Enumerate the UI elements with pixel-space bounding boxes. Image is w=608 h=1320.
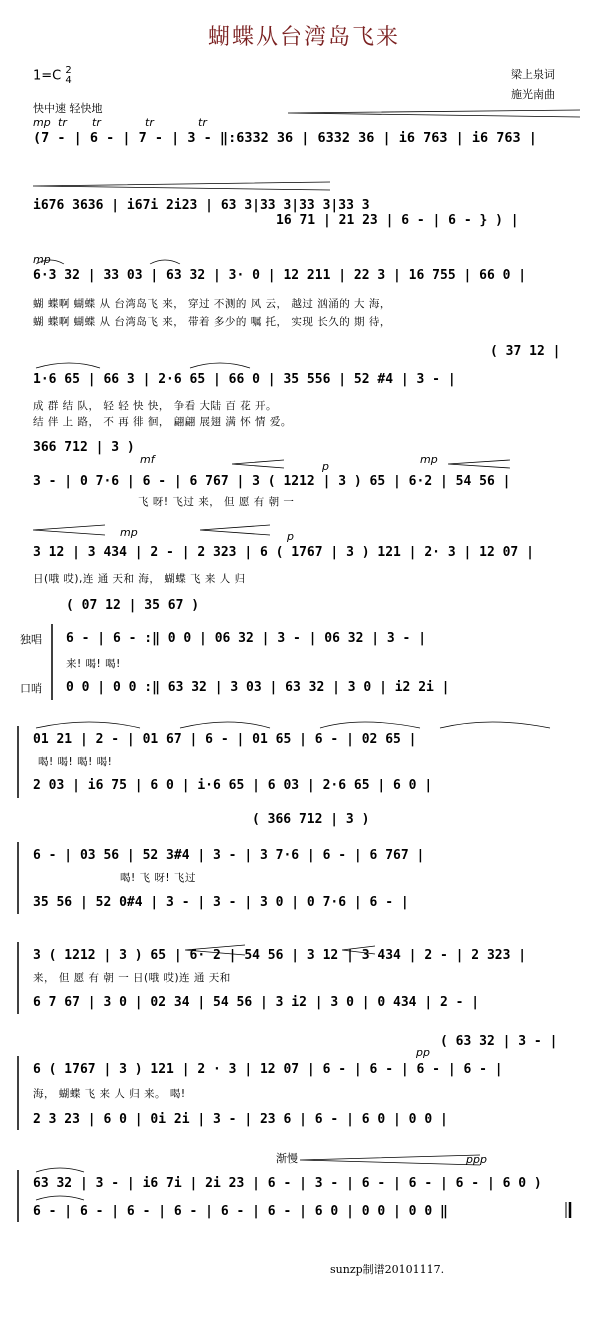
dynamic-p-2: p: [287, 530, 294, 543]
time-sig-bottom: 4: [65, 75, 72, 86]
hairpin-3: [232, 460, 284, 468]
system-2-notes: i676 3636 | i67i 2i23 | 63 3|33 3|33 3|33 3: [33, 198, 370, 213]
system-10-notes: 3 ( 1212 | 3 ) 65 | 6· 2 | 54 56 | 3 12 | 3 434 | 2 - | 2 323 |: [33, 948, 527, 963]
transcriber-credit: sunzp制谱20101117.: [330, 1263, 445, 1276]
system-5-lyrics-1: 飞 呀! 飞过 来， 但 愿 有 朝 一: [138, 496, 295, 508]
system-6-lyrics-1: 日(哦 哎),连 通 天和 海， 蝴蝶 飞 来 人 归: [33, 573, 246, 585]
system-12-notes-whistle: 6 - | 6 - | 6 - | 6 - | 6 - | 6 - | 6 0 | 0 0 | 0 0 ‖: [33, 1204, 448, 1219]
system-10-lyrics-1: 来， 但 愿 有 朝 一 日(哦 哎)连 通 天和: [33, 972, 231, 984]
key-text: 1=C: [33, 68, 62, 84]
system-5-notes: 3 - | 0 7·6 | 6 - | 6 767 | 3 ( 1212 | 3 ) 65 | 6·2 | 54 56 |: [33, 474, 511, 489]
ritardando-text: 渐慢: [276, 1152, 298, 1165]
system-8-notes-whistle: 2 03 | i6 75 | 6 0 | i·6 65 | 6 03 | 2·6 65 | 6 0 |: [33, 778, 433, 793]
lyricist: 梁上泉词: [511, 68, 555, 81]
dynamic-mp-1: mp: [33, 116, 51, 129]
system-11-pre: ( 63 32 | 3 - |: [440, 1034, 558, 1049]
dynamic-mp-3: mp: [420, 453, 438, 466]
system-7-lyrics-1: 来! 喝! 喝!: [66, 658, 121, 670]
trill-4: tr: [198, 116, 207, 129]
hairpin-4: [448, 460, 510, 468]
solo-label: 独唱: [20, 633, 42, 646]
system-7-notes-whistle: 0 0 | 0 0 :‖ 63 32 | 3 03 | 63 32 | 3 0 | i2 2i |: [66, 680, 450, 695]
time-sig-top: 2: [65, 65, 72, 76]
system-8-lyrics-1: 喝! 喝! 喝! 喝!: [38, 756, 113, 768]
dynamic-ppp: ppp: [466, 1153, 487, 1166]
trill-2: tr: [92, 116, 101, 129]
system-9-lyrics-1: 喝! 飞 呀! 飞过: [120, 872, 196, 884]
system-3-lyrics-1: 蝴 蝶啊 蝴蝶 从 台湾岛飞 来， 穿过 不测的 风 云， 越过 汹涌的 大 海，: [33, 298, 391, 310]
trill-1: tr: [58, 116, 67, 129]
hairpin-2: [33, 182, 330, 190]
hairpin-9: [300, 1155, 480, 1165]
system-7-notes: 6 - | 6 - :‖ 0 0 | 06 32 | 3 - | 06 32 | 3 - |: [66, 631, 427, 646]
system-10-notes-whistle: 6 7 67 | 3 0 | 02 34 | 54 56 | 3 i2 | 3 0 | 0 434 | 2 - |: [33, 995, 480, 1010]
system-2-notes-lower: 16 71 | 21 23 | 6 - | 6 - } ) |: [276, 213, 519, 228]
tempo-marking: 快中速 轻快地: [33, 102, 103, 115]
composer: 施光南曲: [511, 88, 555, 101]
system-11-lyrics-1: 海， 蝴蝶 飞 来 人 归 来。 喝!: [33, 1088, 186, 1100]
system-11-notes: 6 ( 1767 | 3 ) 121 | 2 · 3 | 12 07 | 6 - | 6 - | 6 - | 6 - |: [33, 1062, 503, 1077]
hairpin-7: [185, 945, 245, 955]
dynamic-pp: pp: [416, 1046, 430, 1059]
system-9-notes-whistle: 35 56 | 52 0#4 | 3 - | 3 - | 3 0 | 0 7·6 | 6 - |: [33, 895, 409, 910]
dynamic-mp-4: mp: [120, 526, 138, 539]
dynamic-mf: mf: [140, 453, 155, 466]
system-9-notes: 6 - | 03 56 | 52 3#4 | 3 - | 3 7·6 | 6 - | 6 767 |: [33, 848, 425, 863]
trill-3: tr: [145, 116, 154, 129]
hairpin-8: [342, 946, 375, 954]
dynamic-mp-2: mp: [33, 253, 51, 266]
system-6-notes: 3 12 | 3 434 | 2 - | 2 323 | 6 ( 1767 | 3 ) 121 | 2· 3 | 12 07 |: [33, 545, 534, 560]
system-5-pre: 366 712 | 3 ): [33, 440, 135, 455]
hairpin-5: [33, 525, 105, 535]
song-title: 蝴蝶从台湾岛飞来: [207, 25, 400, 50]
system-8-notes: 01 21 | 2 - | 01 67 | 6 - | 01 65 | 6 - | 02 65 |: [33, 732, 417, 747]
system-4-pre: ( 37 12 |: [490, 344, 561, 359]
whistle-label: 口哨: [20, 682, 42, 695]
system-3-notes: 6·3 32 | 33 03 | 63 32 | 3· 0 | 12 211 | 22 3 | 16 755 | 66 0 |: [33, 268, 527, 283]
hairpin-6: [200, 525, 270, 535]
system-4-lyrics-1: 成 群 结 队， 轻 轻 快 快， 争看 大陆 百 花 开。: [33, 400, 278, 412]
system-9-pre: ( 366 712 | 3 ): [252, 812, 370, 827]
system-1-notes: (7 - | 6 - | 7 - | 3 - ‖:6332 36 | 6332 36 | i6 763 | i6 763 |: [33, 130, 537, 146]
system-4-notes: 1·6 65 | 66 3 | 2·6 65 | 66 0 | 35 556 | 52 #4 | 3 - |: [33, 372, 456, 387]
dynamic-p-1: p: [322, 460, 329, 473]
system-7-pre: ( 07 12 | 35 67 ): [66, 598, 200, 613]
system-4-lyrics-2: 结 伴 上 路， 不 再 徘 徊， 翩翩 展翅 满 怀 情 爱。: [33, 416, 292, 428]
hairpin-1: [288, 110, 580, 117]
system-12-notes: 63 32 | 3 - | i6 7i | 2i 23 | 6 - | 3 - | 6 - | 6 - | 6 - | 6 0 ): [33, 1176, 542, 1191]
system-3-lyrics-2: 蝴 蝶啊 蝴蝶 从 台湾岛飞 来， 带着 多少的 嘱 托， 实现 长久的 期 待，: [33, 316, 391, 328]
system-11-notes-whistle: 2 3 23 | 6 0 | 0i 2i | 3 - | 23 6 | 6 - | 6 0 | 0 0 |: [33, 1112, 448, 1127]
